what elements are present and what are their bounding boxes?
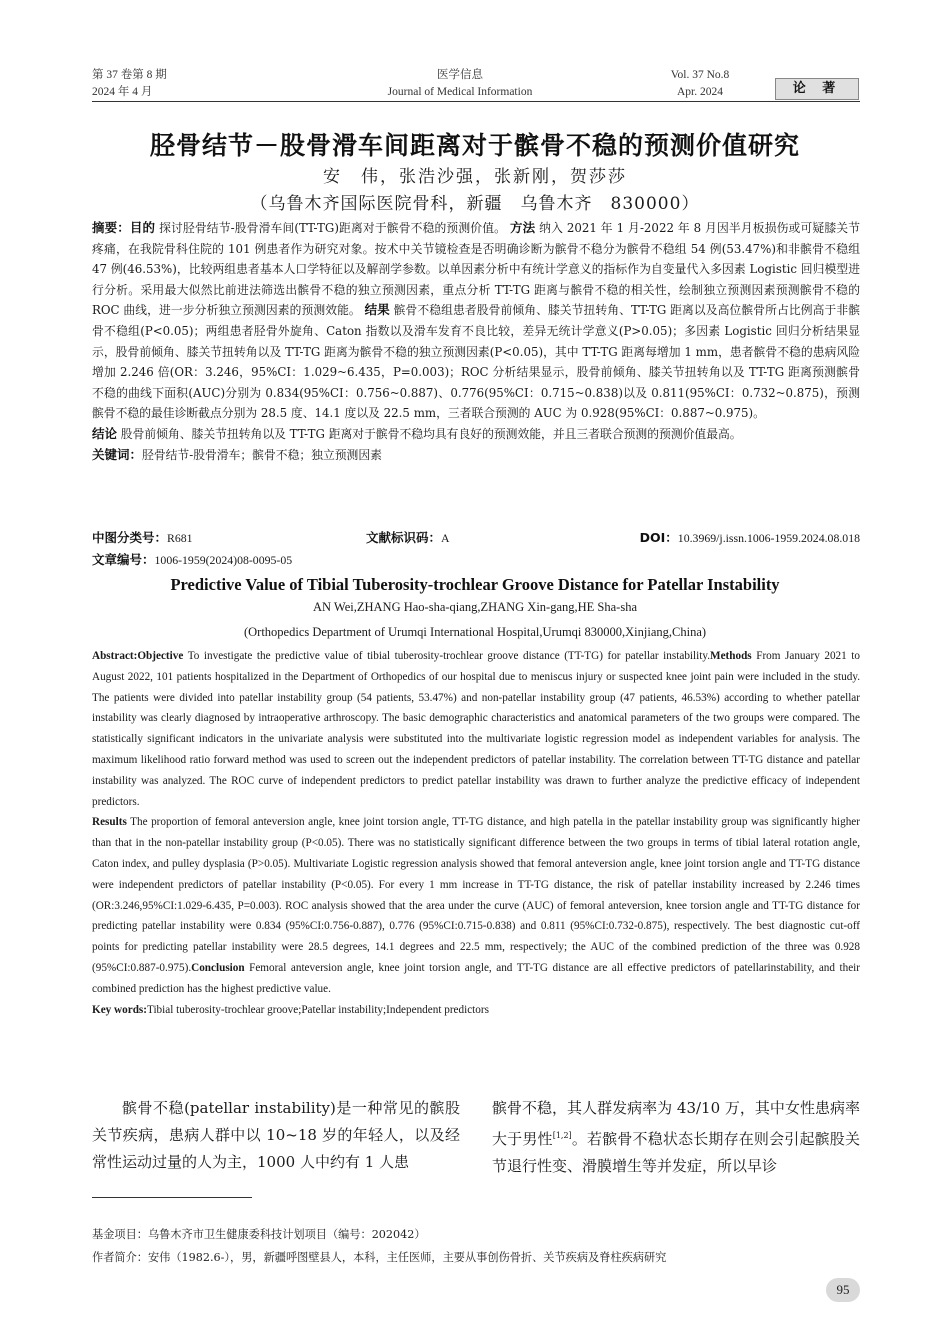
footnote-author: 作者简介：安伟（1982.6-），男，新疆呼图壁县人，本科，主任医师，主要从事创伤骨折、关节疾病及脊柱疾病研究 (92, 1251, 667, 1264)
authors-cn: 安 伟，张浩沙强，张新刚，贺莎莎 (323, 167, 627, 187)
keywords-en-label: Key words: (92, 1003, 147, 1016)
abstract-en-results-label: Results (92, 816, 127, 829)
header-divider (92, 101, 860, 102)
abstract-cn-objective: 探讨胫骨结节-股骨滑车间(TT-TG)距离对于髌骨不稳的预测价值。 (159, 221, 507, 235)
abstract-en-label: Abstract:Objective (92, 650, 184, 662)
abstract-en (92, 646, 860, 1020)
abstract-en-results: The proportion of femoral anteversion angle, knee joint torsion angle, TT-TG distance, and high patella in the patellar instability group was significantly higher than that in the non-patellar instability group (P<0.05). There was no statistically significant difference between the two groups in terms of tibial lateral rotation angle, Caton index, and pulley dysplasia (P>0.05). Multivariate Logistic regression analysis showed that femoral anteversion angle, knee joint torsion angle and TT-TG distance were independent predictors of patellar instability (P<0.05). For every 1 mm increase in TT-TG distance, the risk of patellar instability increased by 2.246 times (OR:3.246,95%CI:1.029-6.435, P=0.003). ROC analysis showed that the area under the curve (AUC) of femoral anteversion, knee torsion angle and TT-TG distance for predicting patellar instability were 0.834 (95%CI:0.756-0.887), 0.776 (95%CI:0.715-0.838) and 0.811 (95%CI:0.732-0.875), respectively. The best diagnostic cut-off points for predicting patellar instability were 28.5 degrees, 14.1 degrees and 22.5 mm, respectively; the AUC of the combined prediction of the three was 0.928 (95%CI:0.887-0.975). (92, 816, 860, 974)
affiliation-cn: （乌鲁木齐国际医院骨科，新疆 乌鲁木齐 830000） (250, 194, 700, 214)
body-column-right (492, 1095, 860, 1180)
abstract-en-methods: From January 2021 to August 2022, 101 patients hospitalized in the Department of Orthopedics of our hospital due to meniscus injury or suspected knee joint pain were included in the study. The patients were divided into patellar instability group (54 patients, 53.47%) and non-patellar instability group (47 patients, 46.53%) according to whether patellar instability was clearly diagnosed by intraoperative arthroscopy. The basic demographic characteristics and anatomical parameters of the two groups were compared. The statistically significant indicators in the univariate analysis were substituted into the multivariate logistic regression model as independent variables for analysis. The maximum likelihood ratio forward method was used to screen out the independent predictors of patellar instability. The correlation between TT-TG distance and patellar instability was analyzed. The ROC curve of independent predictors to predict patellar instability was drawn to further analyze the predictive efficacy of independent predictors. (92, 650, 860, 808)
date-en: Apr. 2024 (677, 86, 723, 98)
keywords-cn: 胫骨结节-股骨滑车；髌骨不稳；独立预测因素 (142, 447, 382, 462)
section-label: 论 著 (775, 78, 859, 100)
volume-en: Vol. 37 No.8 (670, 69, 730, 81)
abstract-en-objective: To investigate the predictive value of tibial tuberosity-trochlear groove distance (TT-TG) for patellar instability. (183, 650, 711, 662)
doc-code (366, 528, 450, 548)
header-volume-en (640, 67, 760, 101)
header-journal (330, 67, 590, 101)
date-cn: 2024 年 4 月 (92, 86, 153, 98)
abstract-cn-label: 摘要：目的 (92, 220, 156, 235)
doc-label: 文献标识码： (366, 530, 442, 545)
journal-name-en: Journal of Medical Information (387, 86, 533, 98)
title-en: Predictive Value of Tibial Tuberosity-trochlear Groove Distance for Patellar Instability (170, 575, 780, 594)
authors-en: AN Wei,ZHANG Hao-sha-qiang,ZHANG Xin-gang,HE Sha-sha (312, 600, 638, 614)
header-volume-cn (92, 67, 252, 101)
abstract-cn-methods: 纳入 2021 年 1 月-2022 年 8 月因半月板损伤或可疑膝关节疼痛，在我院骨科住院的 101 例患者作为研究对象。按术中关节镜检查是否明确诊断为髌骨不稳分为髌骨不稳组 54 例(53.47%)和非髌骨不稳组 47 例(46.53%)，比较两组患者基本人口学特征以及解剖学参数。以单因素分析中有统计学意义的指标作为自变量代入多因素 Logistic 回归模型进行分析。采用最大似然比前进法筛选出髌骨不稳的独立预测因素，重点分析 TT-TG 距离与髌骨不稳的相关性，绘制独立预测因素预测髌骨不稳的 ROC 曲线，进一步分析独立预测因素的预测效能。 (92, 221, 861, 318)
journal-name-cn: 医学信息 (437, 69, 483, 81)
doi-label: DOI： (639, 530, 678, 545)
clc-value: R681 (167, 531, 193, 545)
abstract-en-conclusion-label: Conclusion (191, 961, 245, 974)
affiliation-en: (Orthopedics Department of Urumqi International Hospital,Urumqi 830000,Xinjiang,China) (243, 625, 707, 639)
page-number: 95 (826, 1278, 860, 1302)
abstract-cn-conclusion-label: 结论 (92, 425, 118, 441)
doi (640, 528, 860, 548)
clc-label: 中图分类号： (92, 530, 168, 545)
article-value: 1006-1959(2024)08-0095-05 (154, 553, 293, 567)
title-cn: 胫骨结节－股骨滑车间距离对于髌骨不稳的预测价值研究 (149, 131, 800, 160)
abstract-cn-methods-label: 方法 (509, 220, 536, 235)
body-right-b: 。若髌骨不稳状态长期存在则会引起髌股关节退行性变、滑膜增生等并发症，所以早诊 (492, 1130, 860, 1175)
citation-ref: [1,2] (552, 1131, 572, 1140)
article-label: 文章编号： (92, 552, 155, 567)
abstract-en-conclusion: Femoral anteversion angle, knee joint torsion angle, and TT-TG distance are all effective predictors of patellarinstability, and their combined prediction has the highest predictive value. (92, 961, 860, 995)
abstract-cn-results: 髌骨不稳组患者股骨前倾角、膝关节扭转角、TT-TG 距离以及高位髌骨所占比例高于非髌骨不稳组(P<0.05)；两组患者胫骨外旋角、Caton 指数以及滑车发育不良比较，差异无统计学意义(P>0.05)；多因素 Logistic 回归分析结果显示，股骨前倾角、膝关节扭转角以及 TT-TG 距离为髌骨不稳的独立预测因素(P<0.05)，其中 TT-TG 距离每增加 1 mm，患者髌骨不稳的患病风险增加 2.246 倍(OR：3.246，95%CI：1.029~6.435，P=0.003)；ROC 分析结果显示，股骨前倾角、膝关节扭转角以及 TT-TG 距离预测髌骨不稳的曲线下面积(AUC)分别为 0.834(95%CI：0.756~0.887)、0.776(95%CI：0.715~0.838)以及 0.811(95%CI：0.732~0.875)，预测髌骨不稳的最佳诊断截点分别为 28.5 度、14.1 度以及 22.5 mm，三者联合预测的 AUC 为 0.928(95%CI：0.887~0.975)。 (92, 303, 860, 421)
footnote-fund: 基金项目：乌鲁木齐市卫生健康委科技计划项目（编号：202042） (92, 1228, 426, 1241)
keywords-cn-label: 关键词： (92, 446, 143, 462)
body-right-a: 髌骨不稳，其人群发病率为 43/10 万，其中女性患病率大于男性 (492, 1099, 860, 1148)
doc-value: A (441, 531, 450, 545)
volume-cn: 第 37 卷第 8 期 (92, 69, 167, 81)
abstract-en-methods-label: Methods (710, 650, 752, 662)
keywords-en: Tibial tuberosity-trochlear groove;Patellar instability;Independent predictors (147, 1003, 489, 1016)
classification-row (92, 528, 860, 548)
abstract-cn-conclusion: 股骨前倾角、膝关节扭转角以及 TT-TG 距离对于髌骨不稳均具有良好的预测效能，并且三者联合预测的预测价值最高。 (120, 426, 742, 441)
footnote-divider (92, 1197, 252, 1198)
article-number-row (92, 550, 860, 570)
doi-value: 10.3969/j.issn.1006-1959.2024.08.018 (677, 531, 860, 545)
abstract-cn (92, 218, 860, 465)
abstract-cn-results-label: 结果 (364, 302, 390, 318)
body-column-left: 髌骨不稳(patellar instability)是一种常见的髌股关节疾病，患病人群中以 10~18 岁的年轻人，以及经常性运动过量的人为主，1000 人中约有 1 人患 (92, 1099, 460, 1171)
